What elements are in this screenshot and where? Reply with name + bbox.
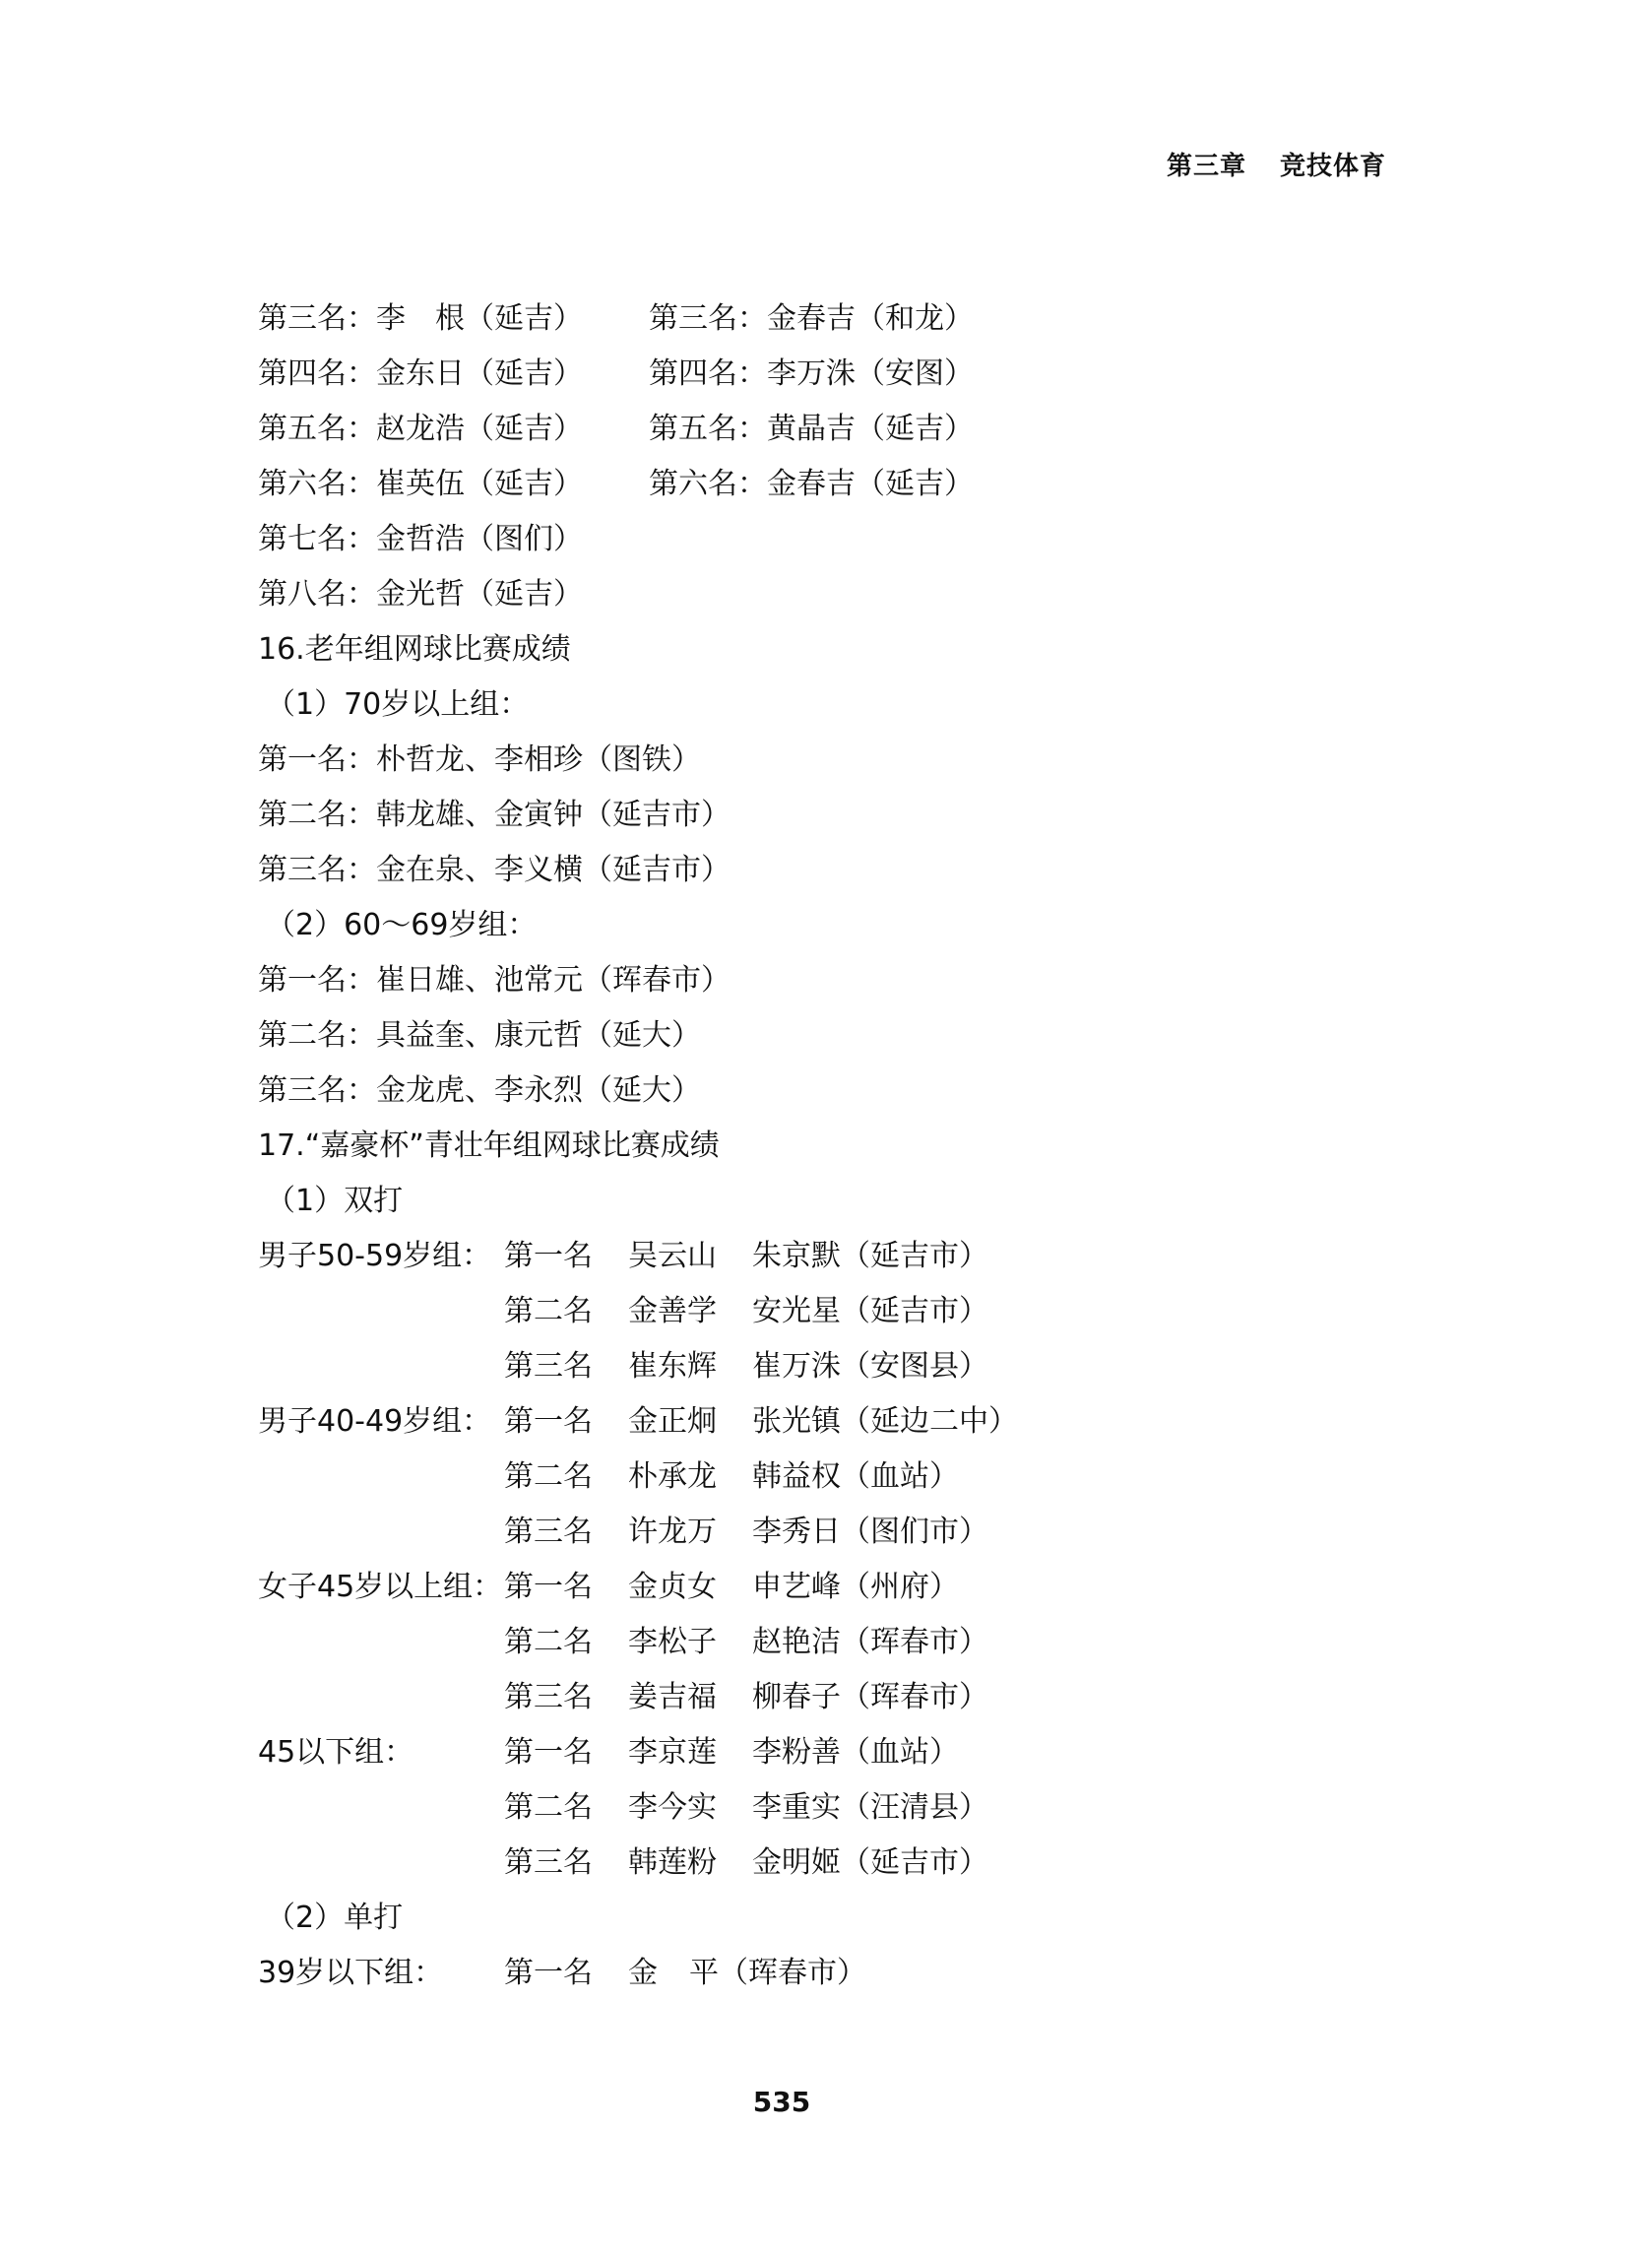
player-one: 李京莲 xyxy=(628,1735,717,1770)
doubles-row xyxy=(258,1725,1420,1780)
player-two: 李重实（汪清县） xyxy=(752,1790,988,1825)
result-row xyxy=(258,457,1420,512)
result-right: 第四名：李万洙（安图） xyxy=(649,356,974,391)
chapter-title: 竞技体育 xyxy=(1280,152,1387,181)
result-right: 第五名：黄晶吉（延吉） xyxy=(649,412,974,446)
group-label: 39岁以下组： xyxy=(258,1956,444,1990)
subsection-heading: （2）60～69岁组： xyxy=(266,908,538,942)
result-left: 第六名：崔英伍（延吉） xyxy=(258,467,583,501)
player-two: 柳春子（珲春市） xyxy=(752,1680,988,1714)
rank-label: 第二名 xyxy=(504,1459,593,1494)
player-one: 金善学 xyxy=(628,1294,717,1328)
result-left: 第四名：金东日（延吉） xyxy=(258,356,583,391)
player-one: 金 xyxy=(628,1956,658,1990)
group-label: 女子45岁以上组： xyxy=(258,1570,503,1604)
player-two: 申艺峰（州府） xyxy=(752,1570,959,1604)
result-line: 第二名：具益奎、康元哲（延大） xyxy=(258,1018,701,1053)
player-two: 李秀日（图们市） xyxy=(752,1515,988,1549)
player-one: 崔东辉 xyxy=(628,1349,717,1384)
rank-label: 第一名 xyxy=(504,1239,593,1273)
player-one: 韩莲粉 xyxy=(628,1845,717,1880)
player-two: 赵艳洁（珲春市） xyxy=(752,1625,988,1659)
player-one: 李今实 xyxy=(628,1790,717,1825)
result-line: 第三名：金在泉、李义横（延吉市） xyxy=(258,853,731,887)
rank-label: 第三名 xyxy=(504,1845,593,1880)
doubles-row xyxy=(258,1560,1420,1615)
rank-label: 第一名 xyxy=(504,1956,593,1990)
rank-label: 第一名 xyxy=(504,1570,593,1604)
doubles-row xyxy=(258,1394,1420,1450)
result-right: 第三名：金春吉（和龙） xyxy=(649,301,974,336)
player-one: 朴承龙 xyxy=(628,1459,717,1494)
group-label: 45以下组： xyxy=(258,1735,414,1770)
rank-label: 第二名 xyxy=(504,1294,593,1328)
player-one: 金贞女 xyxy=(628,1570,717,1604)
subsection-heading: （2）单打 xyxy=(266,1901,404,1935)
result-row xyxy=(258,291,1420,347)
doubles-row xyxy=(258,1505,1420,1560)
result-row xyxy=(258,402,1420,457)
group-label: 男子40-49岁组： xyxy=(258,1404,492,1439)
result-right: 第六名：金春吉（延吉） xyxy=(649,467,974,501)
doubles-row xyxy=(258,1450,1420,1505)
doubles-row xyxy=(258,1670,1420,1725)
result-line: 第二名：韩龙雄、金寅钟（延吉市） xyxy=(258,798,731,832)
player-one: 吴云山 xyxy=(628,1239,717,1273)
page-number: 535 xyxy=(752,2086,811,2118)
doubles-row xyxy=(258,1229,1420,1284)
player-one: 许龙万 xyxy=(628,1515,717,1549)
result-left: 第五名：赵龙浩（延吉） xyxy=(258,412,583,446)
doubles-row xyxy=(258,1339,1420,1394)
doubles-row xyxy=(258,1615,1420,1670)
player-one: 姜吉福 xyxy=(628,1680,717,1714)
player-two: 安光星（延吉市） xyxy=(752,1294,988,1328)
results-content xyxy=(258,291,1420,2001)
player-one: 金正炯 xyxy=(628,1404,717,1439)
doubles-row xyxy=(258,1284,1420,1339)
player-two: 崔万洙（安图县） xyxy=(752,1349,988,1384)
result-row xyxy=(258,512,1420,567)
result-line: 第三名：金龙虎、李永烈（延大） xyxy=(258,1073,701,1108)
result-line: 第一名：朴哲龙、李相珍（图铁） xyxy=(258,742,701,777)
rank-label: 第三名 xyxy=(504,1680,593,1714)
result-row xyxy=(258,347,1420,402)
player-two: 金明姬（延吉市） xyxy=(752,1845,988,1880)
subsection-heading: （1）70岁以上组： xyxy=(266,687,530,722)
player-one: 李松子 xyxy=(628,1625,717,1659)
player-two: 张光镇（延边二中） xyxy=(752,1404,1018,1439)
result-left: 第八名：金光哲（延吉） xyxy=(258,577,583,612)
section-heading: 16.老年组网球比赛成绩 xyxy=(258,632,571,667)
singles-row xyxy=(258,1946,1420,2001)
player-two: 朱京默（延吉市） xyxy=(752,1239,988,1273)
rank-label: 第三名 xyxy=(504,1349,593,1384)
player-two: 平（珲春市） xyxy=(689,1956,866,1990)
result-left: 第三名：李 根（延吉） xyxy=(258,301,583,336)
player-two: 韩益权（血站） xyxy=(752,1459,959,1494)
chapter-label: 第三章 xyxy=(1167,152,1247,181)
rank-label: 第一名 xyxy=(504,1735,593,1770)
group-label: 男子50-59岁组： xyxy=(258,1239,492,1273)
result-left: 第七名：金哲浩（图们） xyxy=(258,522,583,556)
section-heading: 17.“嘉豪杯”青壮年组网球比赛成绩 xyxy=(258,1128,720,1163)
rank-label: 第二名 xyxy=(504,1790,593,1825)
subsection-heading: （1）双打 xyxy=(266,1184,404,1218)
result-line: 第一名：崔日雄、池常元（珲春市） xyxy=(258,963,731,998)
doubles-row xyxy=(258,1780,1420,1836)
rank-label: 第一名 xyxy=(504,1404,593,1439)
rank-label: 第二名 xyxy=(504,1625,593,1659)
running-header xyxy=(1167,146,1462,182)
rank-label: 第三名 xyxy=(504,1515,593,1549)
player-two: 李粉善（血站） xyxy=(752,1735,959,1770)
doubles-row xyxy=(258,1836,1420,1891)
result-row xyxy=(258,567,1420,622)
